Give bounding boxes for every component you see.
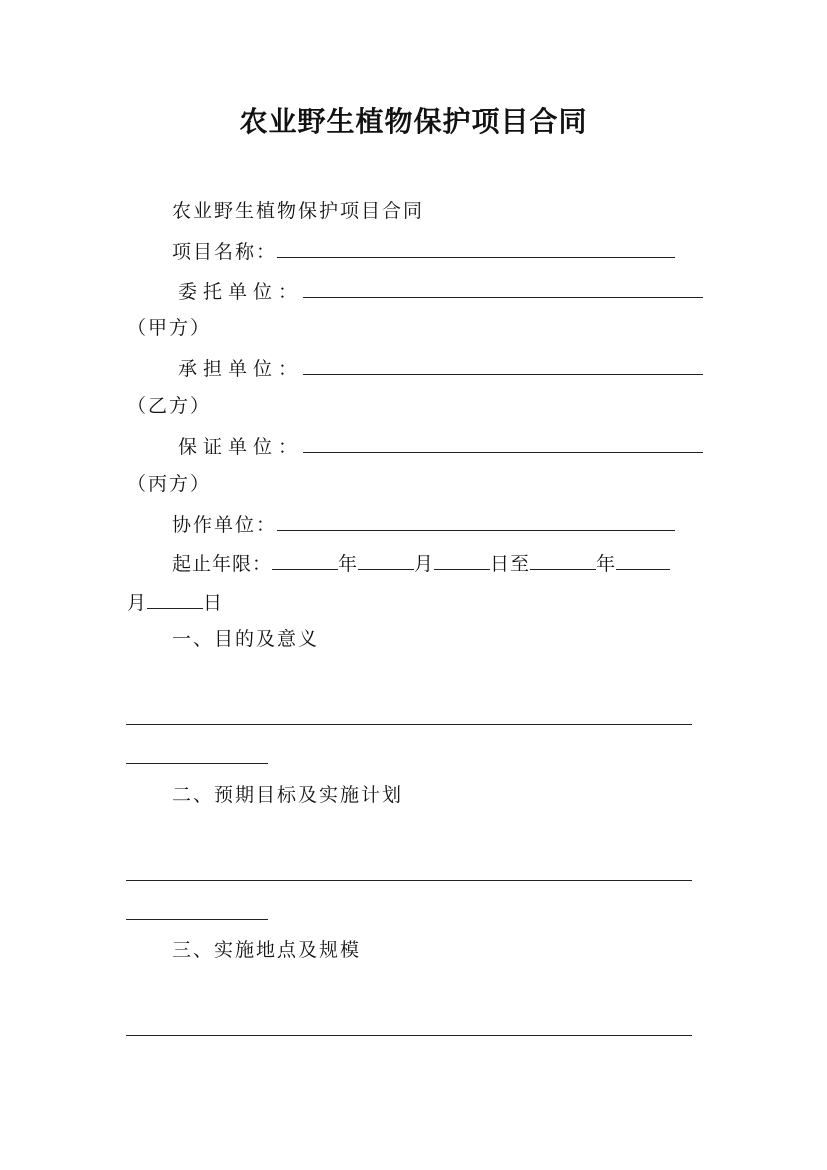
section-2-fill-line-2[interactable] [126, 919, 268, 920]
contractor-row [178, 354, 703, 382]
start-day-blank[interactable] [434, 549, 490, 570]
party-b-label: （乙方） [127, 395, 212, 417]
start-month-label: 月 [414, 553, 435, 575]
contractor-blank[interactable] [303, 354, 703, 375]
section-3-heading: 三、实施地点及规模 [172, 939, 362, 961]
cooperator-row [172, 510, 675, 538]
client-label: 委托单位： [178, 281, 304, 303]
start-day-to-label: 日至 [490, 553, 531, 575]
guarantor-label: 保证单位： [178, 436, 304, 458]
cooperator-label: 协作单位： [172, 514, 278, 536]
start-year-label: 年 [338, 553, 359, 575]
party-a-label: （甲方） [127, 317, 212, 339]
period-row [172, 549, 670, 577]
section-1-fill-line-1[interactable] [126, 724, 692, 725]
document-title: 农业野生植物保护项目合同 [239, 105, 588, 138]
section-2-heading: 二、预期目标及实施计划 [172, 784, 404, 806]
section-1-heading: 一、目的及意义 [172, 628, 320, 650]
start-month-blank[interactable] [358, 549, 414, 570]
contractor-label: 承担单位： [178, 358, 304, 380]
end-year-blank[interactable] [530, 549, 596, 570]
project-name-label: 项目名称： [172, 241, 278, 263]
end-year-label: 年 [596, 553, 617, 575]
project-name-row [172, 237, 675, 265]
guarantor-row [178, 432, 703, 460]
period-row-cont [127, 588, 223, 616]
project-name-blank[interactable] [277, 237, 675, 258]
end-month-label: 月 [127, 592, 148, 614]
end-day-blank[interactable] [147, 588, 203, 609]
period-label: 起止年限： [172, 553, 273, 575]
cooperator-blank[interactable] [277, 510, 675, 531]
subtitle: 农业野生植物保护项目合同 [172, 200, 425, 222]
end-month-blank-part[interactable] [616, 549, 670, 570]
section-3-fill-line-1[interactable] [126, 1035, 692, 1036]
client-blank[interactable] [303, 277, 703, 298]
section-2-fill-line-1[interactable] [126, 880, 692, 881]
party-c-label: （丙方） [127, 473, 212, 495]
guarantor-blank[interactable] [303, 432, 703, 453]
start-year-blank[interactable] [272, 549, 338, 570]
end-day-label: 日 [203, 592, 224, 614]
section-1-fill-line-2[interactable] [126, 763, 268, 764]
client-row [178, 277, 703, 305]
